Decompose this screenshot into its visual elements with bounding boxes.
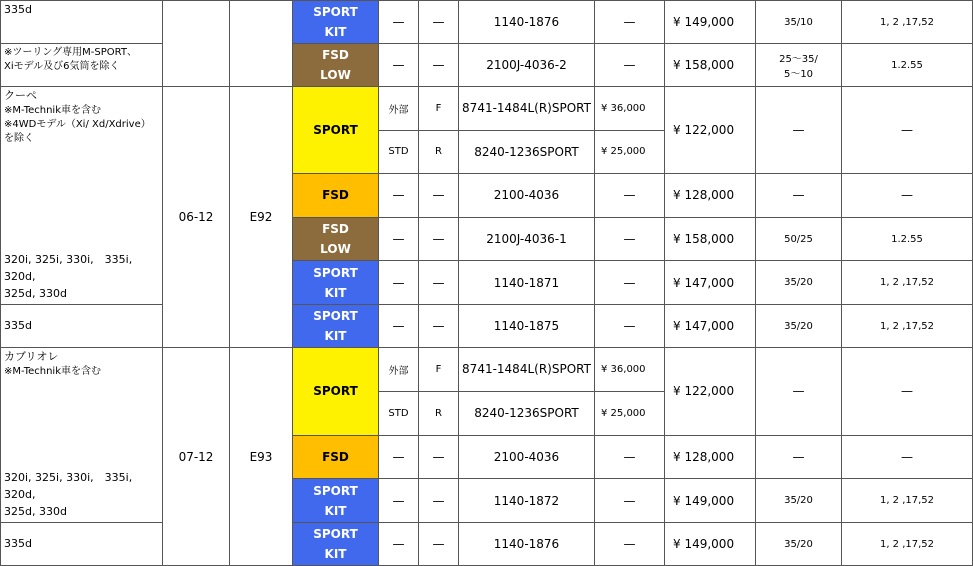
part-number: 8741-1484L(R)SPORT: [459, 87, 595, 131]
coupe-model-cell: クーペ ※M-Technik車を含む ※4WDモデル（Xi/ Xd/Xdrive）を除く 320i, 325i, 330i, 335i, 320d, 325d, 330d: [1, 87, 163, 305]
table-row: [1, 44, 973, 87]
dash-cell: —: [379, 261, 419, 305]
dash-cell: —: [595, 435, 665, 479]
price: ¥ 128,000: [665, 174, 756, 218]
dash-cell: —: [419, 523, 459, 566]
part-number: 2100J-4036-1: [459, 217, 595, 261]
price: ¥ 122,000: [665, 348, 756, 436]
year-cell: 07-12: [163, 348, 230, 566]
price: ¥ 147,000: [665, 261, 756, 305]
drop-value: 35/20: [756, 523, 842, 566]
part-number: 2100-4036: [459, 174, 595, 218]
dash-cell: —: [379, 174, 419, 218]
notes-value: 1, 2 ,17,52: [842, 479, 973, 523]
part-number: 8240-1236SPORT: [459, 130, 595, 174]
dash-cell: —: [595, 523, 665, 566]
model-cell: 335d: [1, 1, 163, 44]
dash-cell: —: [419, 174, 459, 218]
sub-price: ¥ 25,000: [595, 130, 665, 174]
part-number: 1140-1872: [459, 479, 595, 523]
dash-cell: —: [842, 174, 973, 218]
type-sport: SPORT: [293, 87, 379, 174]
dash-cell: —: [595, 1, 665, 44]
drop-value: 35/10: [756, 1, 842, 44]
dash-cell: —: [379, 1, 419, 44]
table-row: [1, 1, 973, 44]
front-rear: R: [419, 391, 459, 435]
dash-cell: —: [379, 479, 419, 523]
front-rear: F: [419, 348, 459, 392]
chassis-cell: [230, 1, 293, 87]
price: ¥ 147,000: [665, 305, 756, 348]
type-sport-kit: SPORT KIT: [293, 523, 379, 566]
part-number: 8741-1484L(R)SPORT: [459, 348, 595, 392]
drop-value: 50/25: [756, 217, 842, 261]
price: ¥ 149,000: [665, 1, 756, 44]
model-cell: ※ツーリング専用M-SPORT、 Xiモデル及び6気筒を除く: [1, 44, 163, 87]
notes-value: 1, 2 ,17,52: [842, 1, 973, 44]
part-number: 8240-1236SPORT: [459, 391, 595, 435]
dash-cell: —: [595, 261, 665, 305]
table-row: [1, 348, 973, 392]
dash-cell: —: [595, 479, 665, 523]
dash-cell: —: [379, 44, 419, 87]
price: ¥ 149,000: [665, 523, 756, 566]
cabrio-model-cell: カブリオレ ※M-Technik車を含む 320i, 325i, 330i, 335i, 320d, 325d, 330d: [1, 348, 163, 523]
dash-cell: —: [595, 305, 665, 348]
part-number: 1140-1876: [459, 1, 595, 44]
type-fsd-low: FSD LOW: [293, 217, 379, 261]
dash-cell: —: [379, 523, 419, 566]
chassis-cell: E93: [230, 348, 293, 566]
model-cell: 335d: [1, 305, 163, 348]
sub-price: ¥ 25,000: [595, 391, 665, 435]
table-row: [1, 523, 973, 566]
notes-value: 1.2.55: [842, 44, 973, 87]
dash-cell: —: [842, 435, 973, 479]
type-sport-kit: SPORT KIT: [293, 479, 379, 523]
part-number: 1140-1876: [459, 523, 595, 566]
dash-cell: —: [419, 217, 459, 261]
part-number: 2100J-4036-2: [459, 44, 595, 87]
dash-cell: —: [842, 348, 973, 436]
dash-cell: —: [419, 305, 459, 348]
part-number: 2100-4036: [459, 435, 595, 479]
price: ¥ 149,000: [665, 479, 756, 523]
year-cell: 06-12: [163, 87, 230, 348]
notes-value: 1, 2 ,17,52: [842, 305, 973, 348]
type-fsd-low: FSD LOW: [293, 44, 379, 87]
dash-cell: —: [595, 174, 665, 218]
dash-cell: —: [756, 87, 842, 174]
drop-value: 35/20: [756, 305, 842, 348]
dash-cell: —: [419, 435, 459, 479]
price: ¥ 128,000: [665, 435, 756, 479]
part-number: 1140-1875: [459, 305, 595, 348]
front-rear: F: [419, 87, 459, 131]
chassis-cell: E92: [230, 87, 293, 348]
type-sport: SPORT: [293, 348, 379, 436]
drop-value: 35/20: [756, 479, 842, 523]
mount-position: STD: [379, 130, 419, 174]
price: ¥ 158,000: [665, 44, 756, 87]
drop-value: 25～35/ 5～10: [756, 44, 842, 87]
type-sport-kit: SPORT KIT: [293, 261, 379, 305]
type-fsd: FSD: [293, 174, 379, 218]
dash-cell: —: [379, 435, 419, 479]
sub-price: ¥ 36,000: [595, 87, 665, 131]
mount-position: 外部: [379, 348, 419, 392]
table-row: [1, 305, 973, 348]
dash-cell: —: [419, 1, 459, 44]
notes-value: 1, 2 ,17,52: [842, 261, 973, 305]
notes-value: 1, 2 ,17,52: [842, 523, 973, 566]
part-number: 1140-1871: [459, 261, 595, 305]
drop-value: 35/20: [756, 261, 842, 305]
dash-cell: —: [756, 435, 842, 479]
year-cell: [163, 1, 230, 87]
dash-cell: —: [756, 174, 842, 218]
sub-price: ¥ 36,000: [595, 348, 665, 392]
table-row: [1, 87, 973, 131]
dash-cell: —: [595, 44, 665, 87]
type-sport-kit: SPORT KIT: [293, 305, 379, 348]
dash-cell: —: [419, 479, 459, 523]
notes-value: 1.2.55: [842, 217, 973, 261]
dash-cell: —: [842, 87, 973, 174]
type-fsd: FSD: [293, 435, 379, 479]
mount-position: 外部: [379, 87, 419, 131]
model-cell: 335d: [1, 523, 163, 566]
dash-cell: —: [379, 217, 419, 261]
dash-cell: —: [756, 348, 842, 436]
dash-cell: —: [379, 305, 419, 348]
dash-cell: —: [419, 261, 459, 305]
dash-cell: —: [595, 217, 665, 261]
price: ¥ 122,000: [665, 87, 756, 174]
mount-position: STD: [379, 391, 419, 435]
front-rear: R: [419, 130, 459, 174]
dash-cell: —: [419, 44, 459, 87]
price: ¥ 158,000: [665, 217, 756, 261]
type-sport-kit: SPORT KIT: [293, 1, 379, 44]
